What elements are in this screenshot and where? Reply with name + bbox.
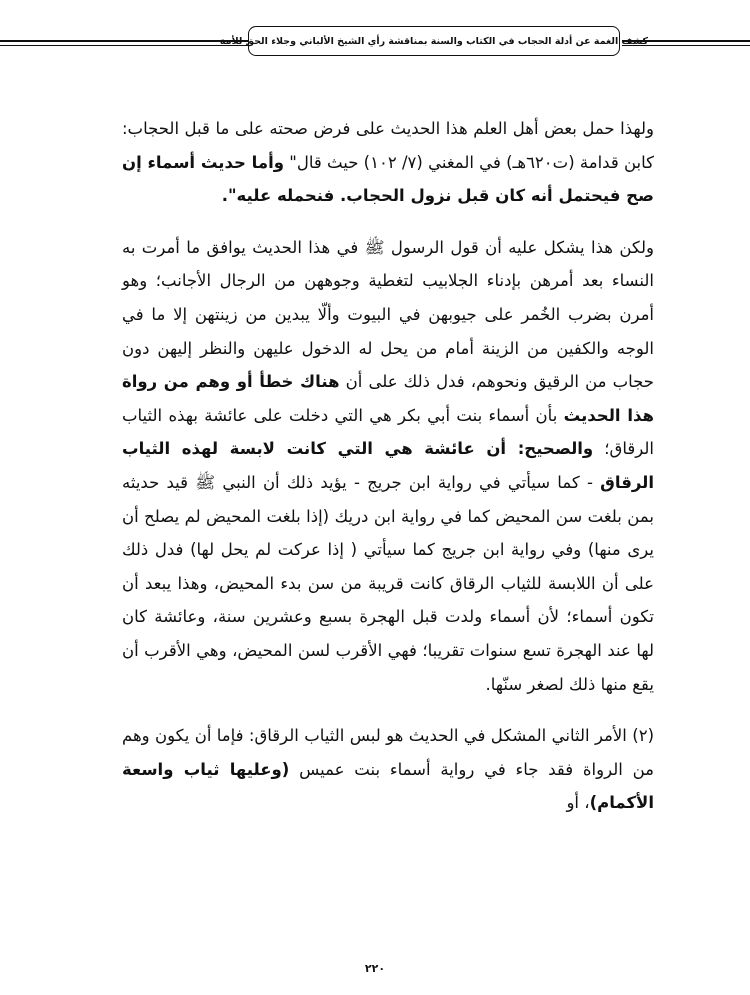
header-rule-right-thin [622, 45, 750, 46]
paragraph-3-text-b: ، أو [566, 793, 590, 813]
header-title: كشف الغمة عن أدلة الحجاب في الكتاب والسنة بمناقشة رأي الشيخ الألباني وجلاء الحق للأمة [248, 26, 620, 56]
paragraph-1-bold-quote: وأما حديث أسماء إن صح فيحتمل أنه كان قبل نزول الحجاب. فنحمله عليه". [122, 152, 654, 206]
paragraph-2-text-a: ولكن هذا يشكل عليه أن قول الرسول ﷺ في هذا الحديث يوافق ما أمرت به النساء بعد أمرهن بإدناء الجلابيب لتغطية وجوههن من الرجال الأجانب؛ وهو أمرن بضرب الخُمر على جيوبهن في البيوت وألّا يبدين من زينتهن إلا ما في الوجه والكفين من الزينة أمام من يحل له الدخول عليهن والنظر إليهن دون حجاب من الرقيق ونحوهم، فدل ذلك على أن [122, 237, 655, 392]
paragraph-3 [122, 719, 654, 820]
paragraph-1 [122, 112, 654, 213]
paragraph-2 [122, 231, 654, 701]
page-body [0, 112, 750, 836]
paragraph-2-text-b: بأن أسماء بنت أبي بكر هي التي دخلت على عائشة بهذه الثياب الرقاق؛ [122, 405, 654, 459]
header-rule-right [622, 40, 750, 42]
header-rule-left [0, 40, 248, 42]
page-number: ٢٢٠ [364, 962, 386, 975]
running-header [0, 26, 750, 66]
paragraph-1-text: ولهذا حمل بعض أهل العلم هذا الحديث على فرض صحته على ما قبل الحجاب: كابن قدامة (ت٦٢٠هـ) في المغني (٧/ ١٠٢) حيث قال" [122, 119, 654, 172]
paragraph-2-bold-b: والصحيح: أن عائشة هي التي كانت لابسة لهذه الثياب الرقاق [122, 439, 654, 492]
paragraph-3-text-a: (٢) الأمر الثاني المشكل في الحديث هو لبس الثياب الرقاق: فإما أن يكون وهم من الرواة فقد جاء في رواية أسماء بنت عميس [122, 726, 655, 779]
paragraph-3-bold: (وعليها ثياب واسعة الأكمام) [122, 759, 654, 813]
header-rule-left-thin [0, 45, 248, 46]
paragraph-2-text-c: - كما سيأتي في رواية ابن جريج - يؤيد ذلك أن النبي ﷺ قيد حديثه بمن بلغت سن المحيض كما في رواية ابن دريك (إذا بلغت المحيض لم يصلح أن يرى منها) وفي رواية ابن جريج كما سيأتي ( إذا عركت لم يحل لها) فدل ذلك على أن اللابسة للثياب الرقاق كانت قريبة من سن بدء المحيض، وهذا يبعد أن تكون أسماء؛ لأن أسماء ولدت قبل الهجرة بسبع وعشرين سنة، وعائشة كان لها عند الهجرة تسع سنوات تقريبا؛ فهي الأقرب لسن المحيض، وهي الأقرب أن يقع منها ذلك لصغر سنّها. [122, 472, 654, 694]
paragraph-2-bold-a: هناك خطأ أو وهم من رواة هذا الحديث [122, 372, 654, 425]
